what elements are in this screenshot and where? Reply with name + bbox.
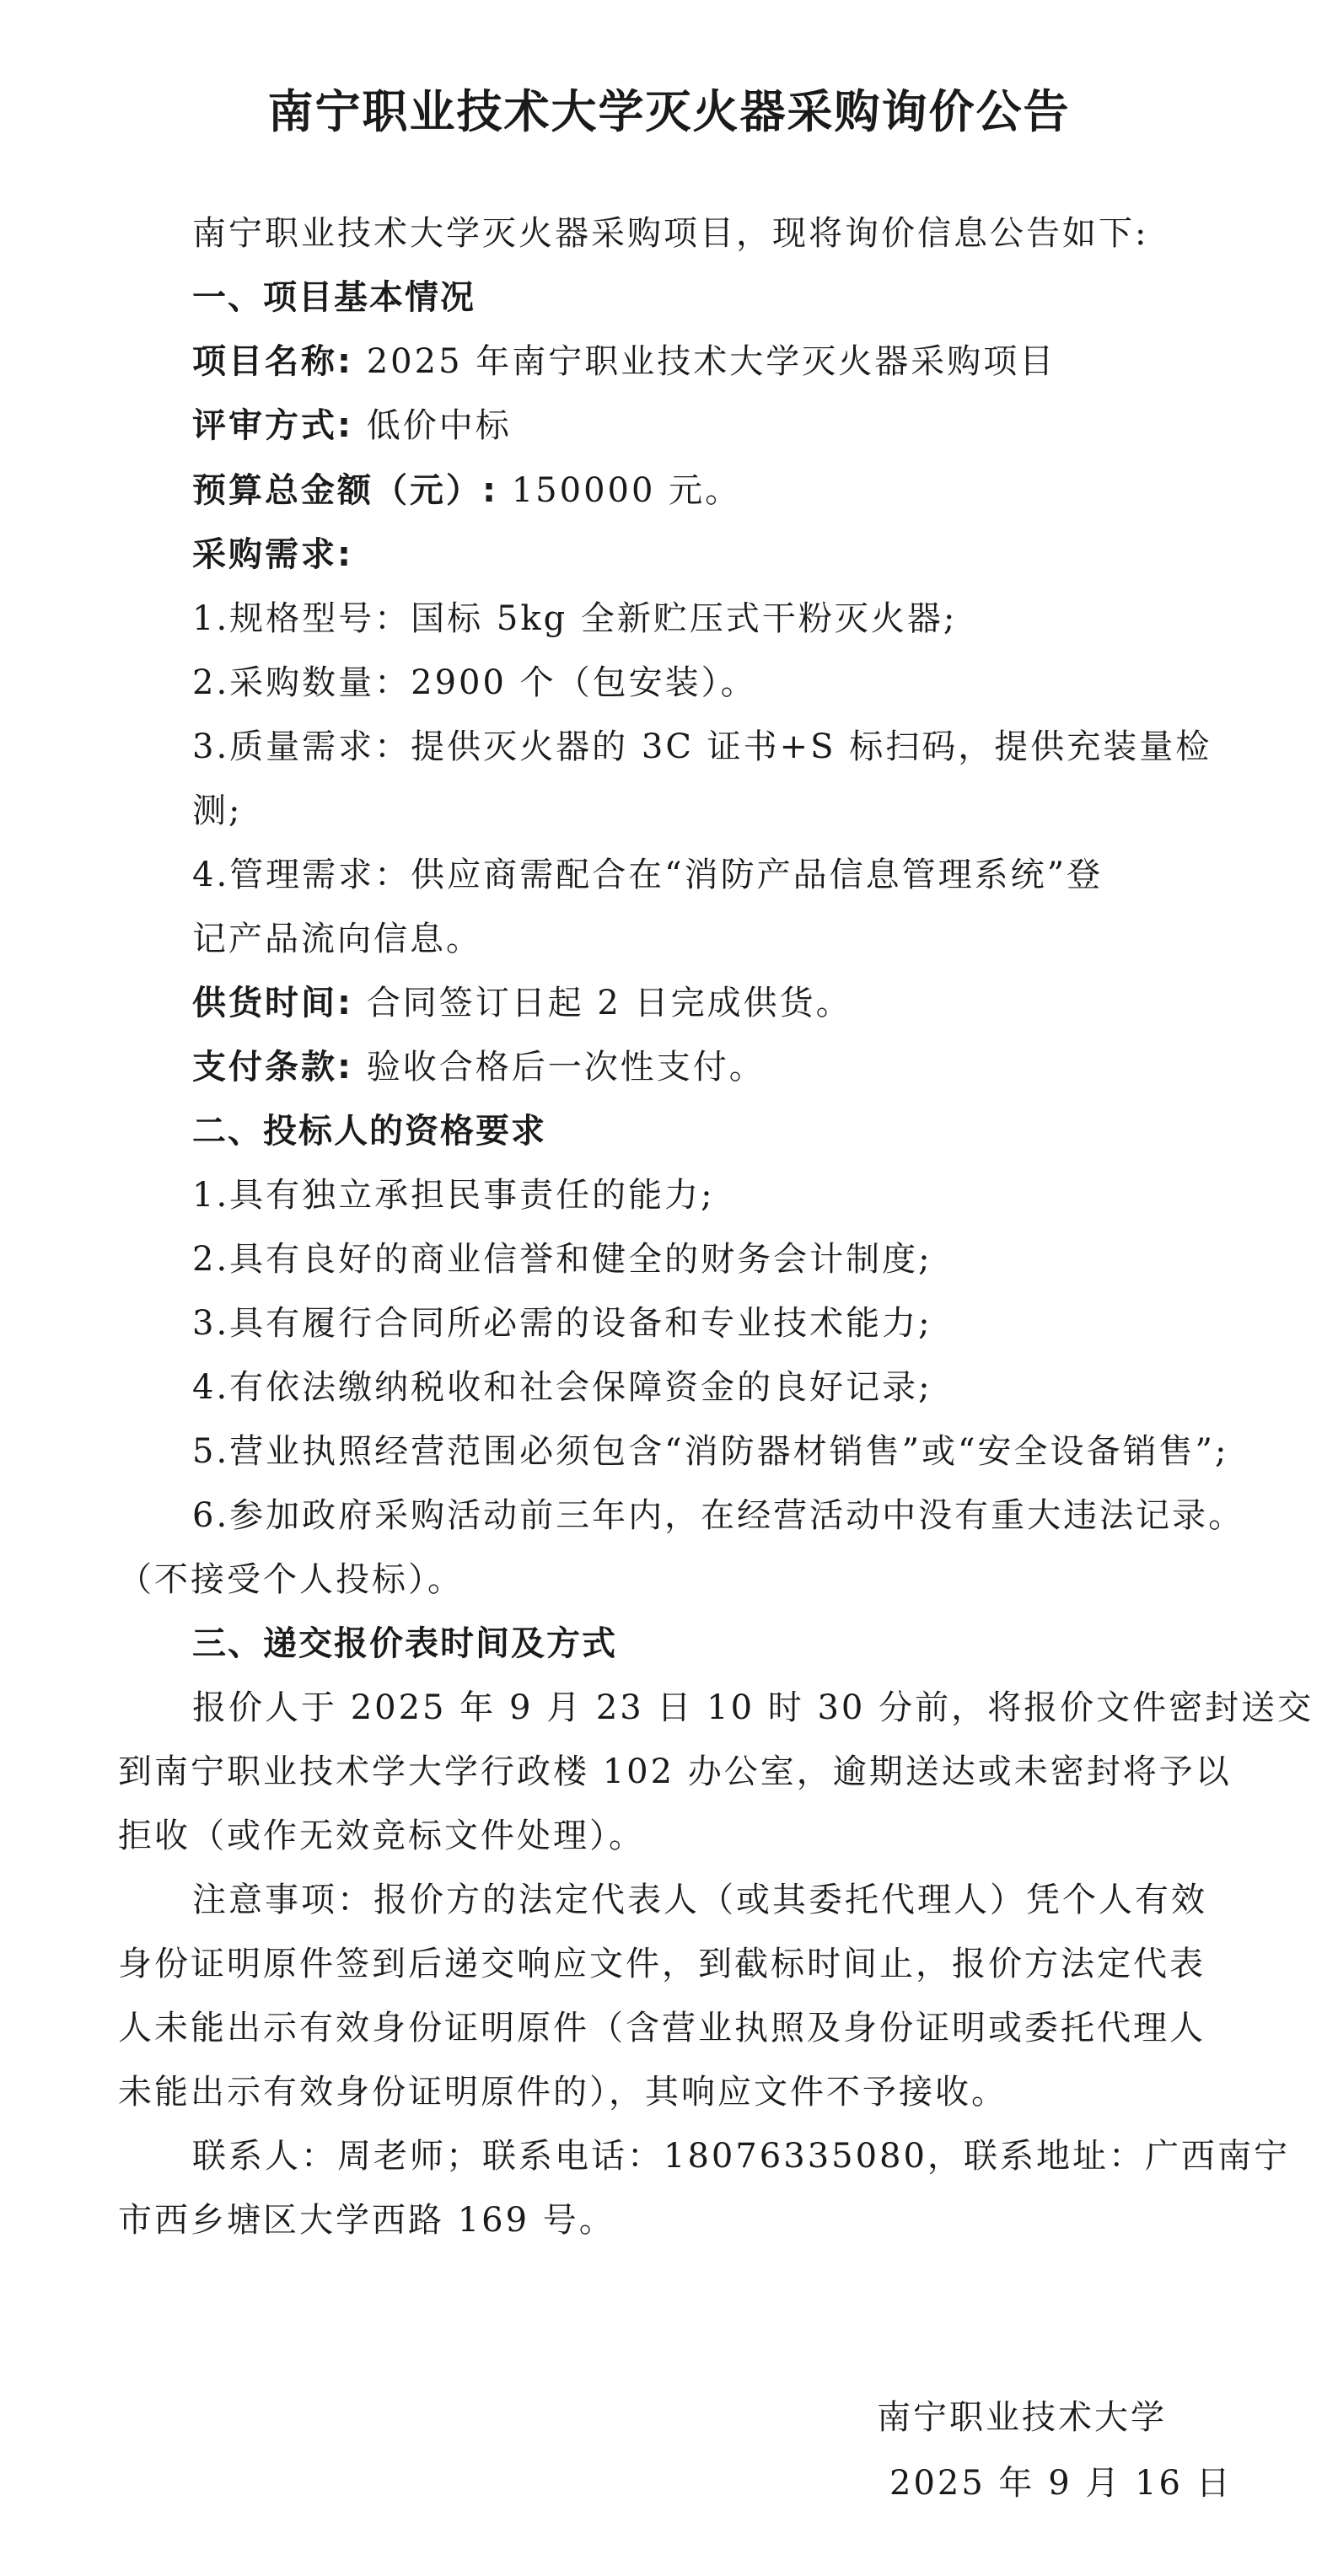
- section2-heading: 二、投标人的资格要求: [192, 1112, 546, 1151]
- notice-paragraph: 人未能出示有效身份证明原件（含营业执照及身份证明或委托代理人: [118, 2009, 1206, 2047]
- qualification-item: 5.营业执照经营范围必须包含“消防器材销售”或“安全设备销售”;: [192, 1432, 1229, 1471]
- signature-date: 2025 年 9 月 16 日: [889, 2464, 1233, 2503]
- budget-label: 预算总金额（元）:: [192, 471, 498, 510]
- requirement-item: 2.采购数量：2900 个（包安装）。: [192, 663, 757, 702]
- requirement-item: 4.管理需求：供应商需配合在“消防产品信息管理系统”登: [192, 856, 1104, 894]
- requirement-item-continuation: 测;: [192, 792, 243, 830]
- submission-paragraph: 到南宁职业技术学大学行政楼 102 办公室，逾期送达或未密封将予以: [118, 1752, 1232, 1791]
- section3-heading: 三、递交报价表时间及方式: [192, 1624, 617, 1663]
- project-name-value: 2025 年南宁职业技术大学灭火器采购项目: [366, 342, 1056, 381]
- payment-terms-label: 支付条款:: [192, 1048, 353, 1087]
- review-method-row: [192, 405, 512, 447]
- contact-paragraph: 市西乡塘区大学西路 169 号。: [118, 2201, 615, 2240]
- supply-time-row: [192, 982, 852, 1024]
- supply-time-value: 合同签订日起 2 日完成供货。: [366, 984, 852, 1022]
- qualification-item: 6.参加政府采购活动前三年内，在经营活动中没有重大违法记录。: [192, 1496, 1245, 1535]
- qualification-item: 1.具有独立承担民事责任的能力;: [192, 1176, 715, 1215]
- budget-value: 150000 元。: [511, 471, 742, 510]
- notice-paragraph: 注意事项：报价方的法定代表人（或其委托代理人）凭个人有效: [192, 1881, 1207, 1919]
- requirement-item: 1.规格型号：国标 5kg 全新贮压式干粉灭火器;: [192, 599, 958, 638]
- requirement-item-continuation: 记产品流向信息。: [192, 920, 482, 958]
- signature-organization: 南宁职业技术大学: [877, 2398, 1167, 2437]
- review-method-value: 低价中标: [366, 406, 512, 445]
- budget-row: [192, 470, 741, 512]
- project-name-row: [192, 341, 1056, 383]
- page-title: 南宁职业技术大学灭火器采购询价公告: [267, 85, 1071, 138]
- payment-terms-value: 验收合格后一次性支付。: [366, 1048, 766, 1087]
- qualification-item: 4.有依法缴纳税收和社会保障资金的良好记录;: [192, 1368, 932, 1407]
- contact-paragraph: 联系人：周老师；联系电话：18076335080，联系地址：广西南宁: [192, 2137, 1290, 2176]
- qualification-note: （不接受个人投标）。: [118, 1560, 464, 1599]
- review-method-label: 评审方式:: [192, 406, 353, 445]
- requirements-label: 采购需求:: [192, 535, 353, 574]
- submission-paragraph: 拒收（或作无效竞标文件处理）。: [118, 1817, 645, 1855]
- submission-paragraph: 报价人于 2025 年 9 月 23 日 10 时 30 分前，将报价文件密封送交: [192, 1688, 1314, 1727]
- qualification-item: 2.具有良好的商业信誉和健全的财务会计制度;: [192, 1240, 932, 1279]
- payment-terms-row: [192, 1046, 766, 1088]
- intro-paragraph: 南宁职业技术大学灭火器采购项目，现将询价信息公告如下:: [192, 214, 1149, 253]
- qualification-item: 3.具有履行合同所必需的设备和专业技术能力;: [192, 1304, 932, 1343]
- supply-time-label: 供货时间:: [192, 984, 353, 1022]
- section1-heading: 一、项目基本情况: [192, 278, 476, 317]
- notice-paragraph: 身份证明原件签到后递交响应文件，到截标时间止，报价方法定代表: [118, 1945, 1206, 1983]
- requirement-item: 3.质量需求：提供灭火器的 3C 证书+S 标扫码，提供充装量检: [192, 727, 1212, 766]
- project-name-label: 项目名称:: [192, 342, 353, 381]
- notice-paragraph: 未能出示有效身份证明原件的），其响应文件不予接收。: [118, 2073, 1008, 2112]
